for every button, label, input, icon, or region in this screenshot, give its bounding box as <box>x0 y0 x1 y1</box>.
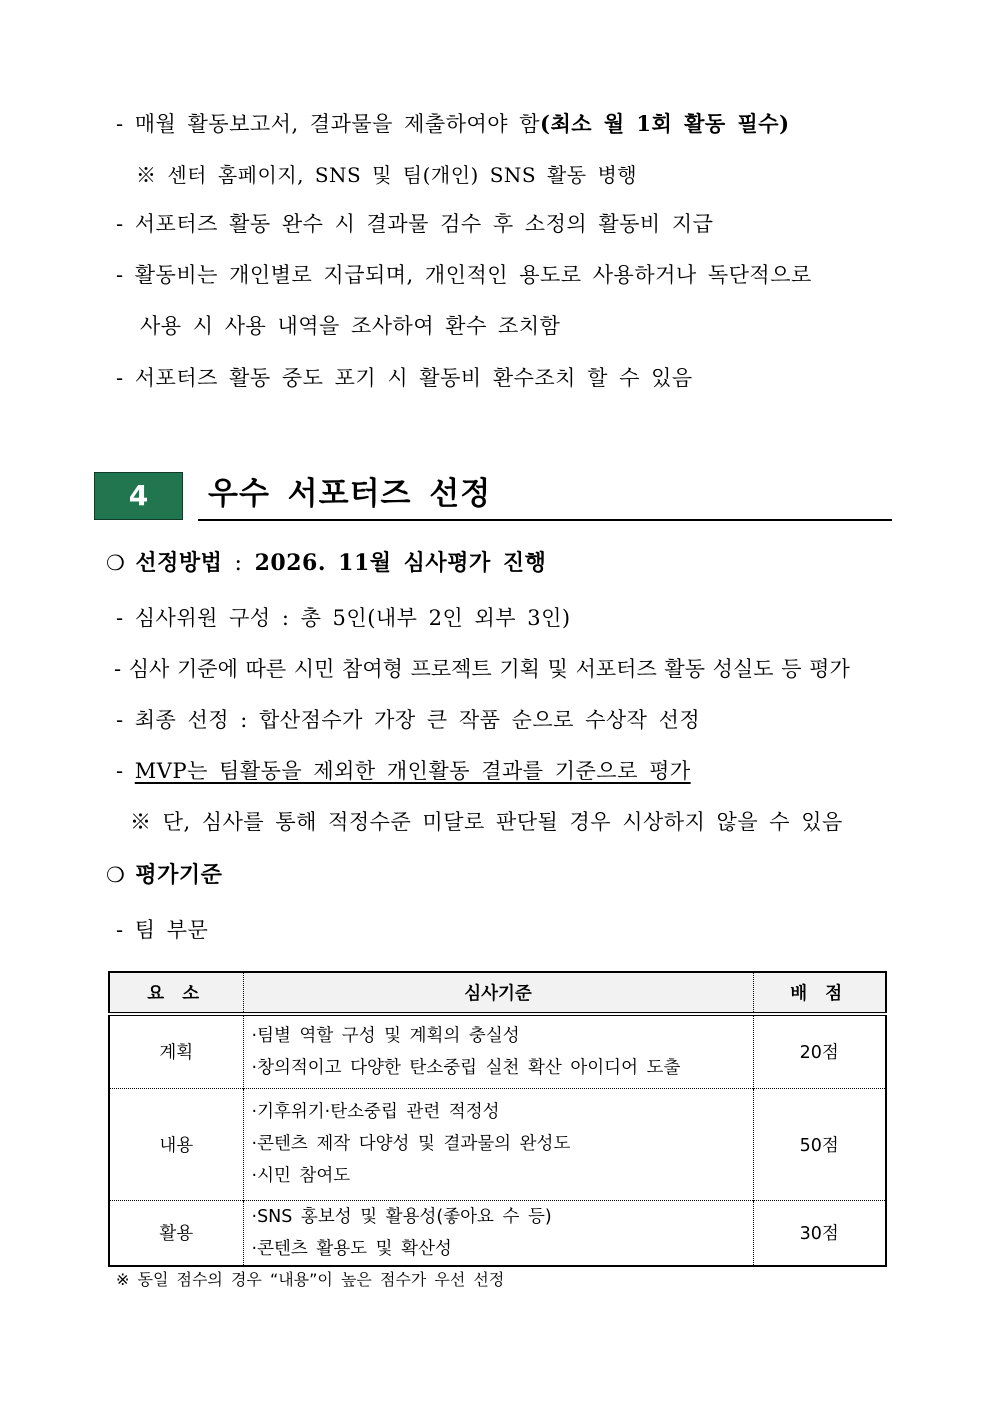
evaluation-table <box>108 971 887 1267</box>
row-criteria <box>243 1200 753 1266</box>
row-points: 30점 <box>753 1200 886 1266</box>
selection-note: ※ 단, 심사를 통해 적정수준 미달로 판단될 경우 시상하지 않을 수 있음 <box>130 810 843 834</box>
circle-bullet-icon: ❍ <box>106 863 126 887</box>
judging-basis: - 심사 기준에 따른 시민 참여형 프로젝트 기획 및 서포터즈 활동 성실도 등 평가 <box>114 657 850 681</box>
intro-line-individual: - 활동비는 개인별로 지급되며, 개인적인 용도로 사용하거나 독단적으로 <box>116 263 812 287</box>
criteria-item: ·콘텐츠 활용도 및 확산성 <box>251 1238 452 1259</box>
row-criteria <box>243 1088 753 1200</box>
section-title: 우수 서포터즈 선정 <box>208 476 492 512</box>
judges-composition: - 심사위원 구성 : 총 5인(내부 2인 외부 3인) <box>116 606 571 630</box>
criteria-item: ·기후위기·탄소중립 관련 적정성 <box>251 1102 500 1122</box>
row-points: 20점 <box>753 1014 886 1088</box>
mvp-criteria <box>116 757 691 785</box>
table-row <box>109 1200 886 1266</box>
intro-line-individual-cont: 사용 시 사용 내역을 조사하여 환수 조치함 <box>140 314 561 338</box>
tie-break-footnote: ※ 동일 점수의 경우 “내용”이 높은 점수가 우선 선정 <box>116 1270 505 1289</box>
row-category: 계획 <box>109 1014 243 1088</box>
table-row <box>109 1088 886 1200</box>
mvp-prefix: - <box>116 759 135 783</box>
header-criteria: 심사기준 <box>243 972 753 1014</box>
section-number-badge: 4 <box>94 472 183 520</box>
intro-line-1-text: - 매월 활동보고서, 결과물을 제출하여야 함 <box>116 112 541 136</box>
intro-note-sns: ※ 센터 홈페이지, SNS 및 팀(개인) SNS 활동 병행 <box>136 163 638 187</box>
circle-bullet-icon: ❍ <box>106 551 126 575</box>
intro-line-payment: - 서포터즈 활동 완수 시 결과물 검수 후 소정의 활동비 지급 <box>116 212 714 236</box>
selection-method-heading <box>106 549 546 578</box>
table-header-row <box>109 972 886 1014</box>
selection-method-separator: : <box>234 551 243 576</box>
criteria-item: ·시민 참여도 <box>251 1166 351 1186</box>
evaluation-criteria-label: 평가기준 <box>135 862 223 888</box>
evaluation-criteria-heading <box>106 861 222 889</box>
table-row <box>109 1014 886 1088</box>
header-element: 요 소 <box>109 972 243 1014</box>
section-title-rule <box>198 519 892 521</box>
criteria-item: ·콘텐츠 제작 다양성 및 결과물의 완성도 <box>251 1134 571 1154</box>
row-criteria <box>243 1014 753 1088</box>
team-category-label: - 팀 부문 <box>116 918 209 942</box>
criteria-item: ·팀별 역할 구성 및 계획의 충실성 <box>251 1025 520 1046</box>
row-category: 활용 <box>109 1200 243 1266</box>
intro-line-withdrawal: - 서포터즈 활동 중도 포기 시 활동비 환수조치 할 수 있음 <box>116 366 693 390</box>
criteria-item: ·창의적이고 다양한 탄소중립 실천 확산 아이디어 도출 <box>251 1057 681 1078</box>
header-points: 배 점 <box>753 972 886 1014</box>
row-category: 내용 <box>109 1088 243 1200</box>
intro-line-1 <box>116 110 790 138</box>
selection-method-label: 선정방법 <box>135 550 223 576</box>
row-points: 50점 <box>753 1088 886 1200</box>
intro-line-1-emphasis: (최소 월 1회 활동 필수) <box>540 111 790 136</box>
final-selection: - 최종 선정 : 합산점수가 가장 큰 작품 순으로 수상작 선정 <box>116 708 701 732</box>
criteria-item: ·SNS 홍보성 및 활용성(좋아요 수 등) <box>251 1206 552 1227</box>
selection-method-value: 2026. 11월 심사평가 진행 <box>254 550 547 576</box>
mvp-criteria-text: MVP는 팀활동을 제외한 개인활동 결과를 기준으로 평가 <box>134 759 691 783</box>
